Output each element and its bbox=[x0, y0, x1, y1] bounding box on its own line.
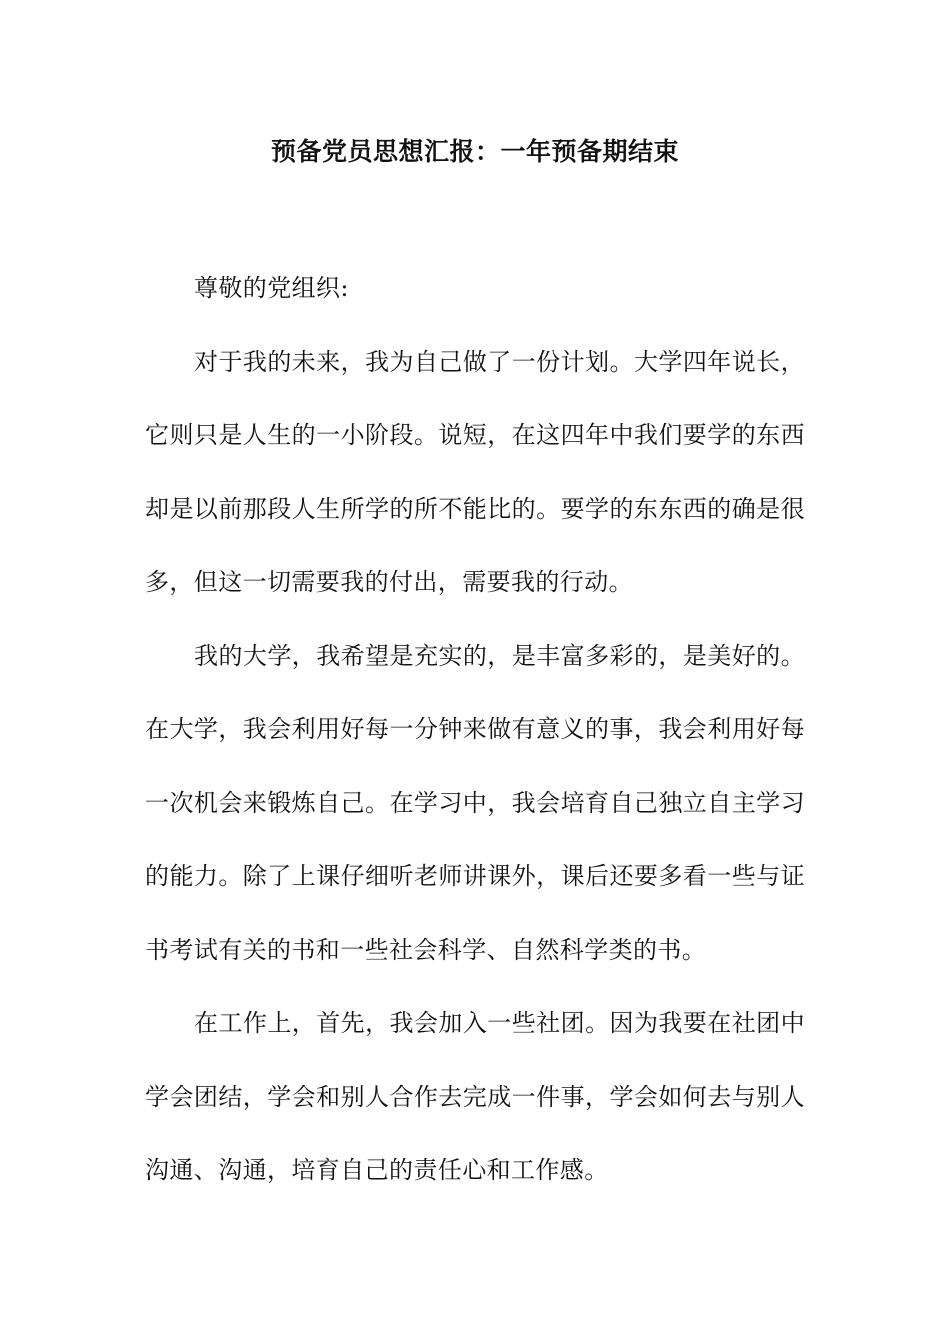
paragraph-3: 在工作上，首先，我会加入一些社团。因为我要在社团中学会团结，学会和别人合作去完成一件事，学会如何去与别人沟通、沟通，培育自己的责任心和工作感。 bbox=[145, 1009, 805, 1184]
document-title: 预备党员思想汇报：一年预备期结束 bbox=[270, 137, 679, 166]
salutation: 尊敬的党组织: bbox=[194, 274, 349, 302]
document-body bbox=[145, 252, 805, 1208]
paragraph-2: 我的大学，我希望是充实的，是丰富多彩的，是美好的。在大学，我会利用好每一分钟来做有意义的事，我会利用好每一次机会来锻炼自己。在学习中，我会培育自己独立自主学习的能力。除了上课仔细听老师讲课外，课后还要多看一些与证书考试有关的书和一些社会科学、自然科学类的书。 bbox=[145, 641, 805, 964]
paragraph-1: 对于我的未来，我为自己做了一份计划。大学四年说长，它则只是人生的一小阶段。说短，在这四年中我们要学的东西却是以前那段人生所学的所不能比的。要学的东东西的确是很多，但这一切需要我的付出，需要我的行动。 bbox=[145, 347, 805, 596]
